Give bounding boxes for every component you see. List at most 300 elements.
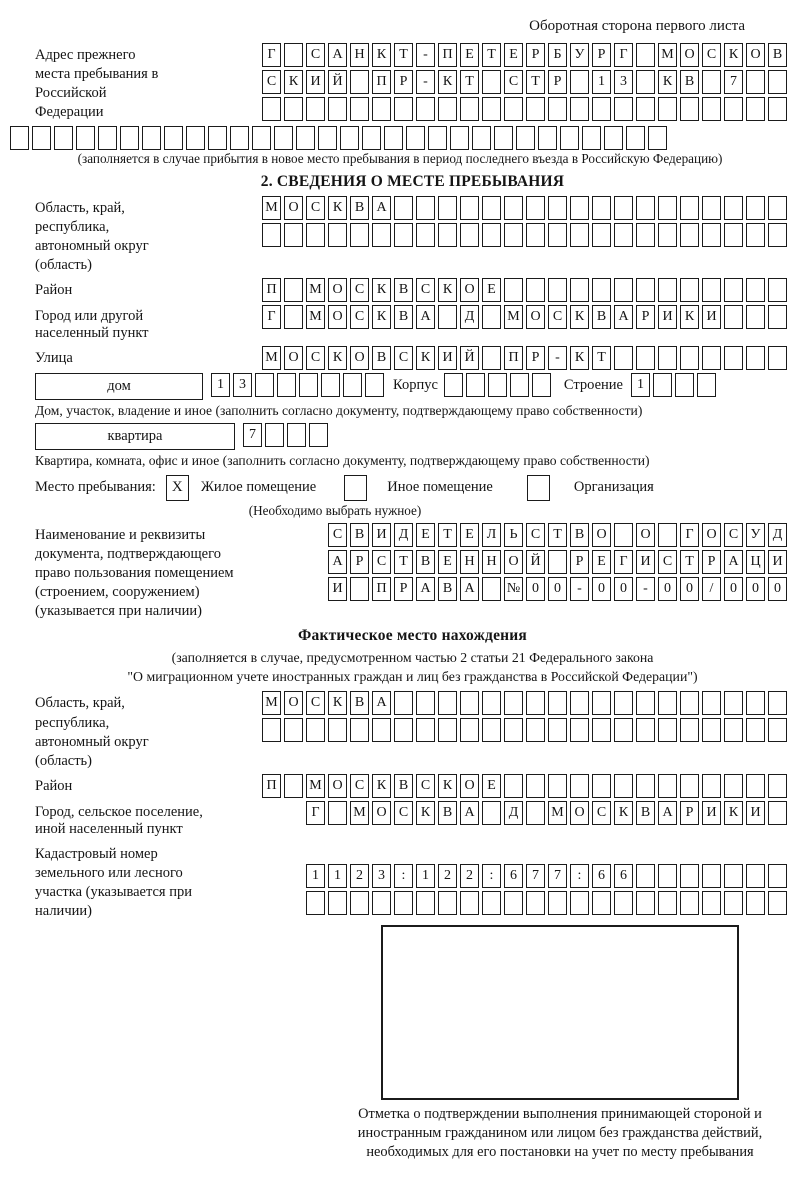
char-box[interactable] [592,223,611,247]
char-box[interactable]: В [394,305,413,329]
char-box[interactable]: М [504,305,523,329]
char-box[interactable] [284,43,303,67]
char-box[interactable]: К [658,70,677,94]
char-box[interactable] [416,718,435,742]
char-box[interactable]: С [394,346,413,370]
char-box[interactable]: К [328,691,347,715]
char-box[interactable] [306,97,325,121]
char-box[interactable]: Е [460,523,479,547]
char-box[interactable] [768,97,787,121]
char-box[interactable]: О [680,43,699,67]
char-box[interactable] [460,97,479,121]
char-box[interactable] [450,126,469,150]
char-box[interactable]: Г [262,43,281,67]
char-box[interactable] [164,126,183,150]
char-box[interactable] [746,774,765,798]
char-box[interactable]: А [328,550,347,574]
char-box[interactable]: А [658,801,677,825]
char-box[interactable] [482,196,501,220]
char-box[interactable]: О [460,278,479,302]
char-box[interactable] [372,223,391,247]
char-box[interactable] [570,891,589,915]
char-box[interactable]: 1 [631,373,650,397]
char-box[interactable] [306,891,325,915]
char-box[interactable]: - [548,346,567,370]
char-box[interactable] [277,373,296,397]
char-box[interactable] [350,718,369,742]
char-box[interactable]: О [460,774,479,798]
char-box[interactable] [350,891,369,915]
char-box[interactable]: А [614,305,633,329]
char-box[interactable]: К [438,278,457,302]
char-box[interactable]: Р [526,43,545,67]
char-box[interactable]: Л [482,523,501,547]
checkbox-other-premises[interactable] [344,475,367,501]
char-box[interactable] [438,891,457,915]
char-box[interactable]: Г [614,43,633,67]
char-box[interactable] [768,691,787,715]
char-box[interactable] [284,278,303,302]
char-box[interactable]: № [504,577,523,601]
char-box[interactable] [372,718,391,742]
char-box[interactable] [746,223,765,247]
char-box[interactable] [614,891,633,915]
char-box[interactable] [296,126,315,150]
char-box[interactable] [328,97,347,121]
char-box[interactable]: Т [460,70,479,94]
char-box[interactable]: - [416,70,435,94]
char-box[interactable] [328,801,347,825]
char-box[interactable]: Г [680,523,699,547]
char-box[interactable] [460,891,479,915]
char-box[interactable] [768,774,787,798]
char-box[interactable] [570,223,589,247]
char-box[interactable]: А [372,691,391,715]
char-box[interactable] [548,278,567,302]
char-box[interactable] [592,718,611,742]
char-box[interactable] [560,126,579,150]
char-box[interactable] [265,423,284,447]
char-box[interactable] [428,126,447,150]
char-box[interactable] [438,223,457,247]
char-box[interactable]: С [328,523,347,547]
char-box[interactable]: Р [394,70,413,94]
char-box[interactable] [510,373,529,397]
char-box[interactable] [230,126,249,150]
char-box[interactable] [768,346,787,370]
char-box[interactable] [252,126,271,150]
char-box[interactable]: 3 [614,70,633,94]
char-box[interactable]: О [284,196,303,220]
char-box[interactable] [504,223,523,247]
char-box[interactable]: В [372,346,391,370]
char-box[interactable]: С [504,70,523,94]
char-box[interactable] [548,223,567,247]
char-box[interactable] [299,373,318,397]
char-box[interactable] [724,97,743,121]
char-box[interactable]: С [416,774,435,798]
char-box[interactable] [394,223,413,247]
char-box[interactable] [460,196,479,220]
char-box[interactable]: Е [460,43,479,67]
char-box[interactable]: К [724,801,743,825]
char-box[interactable]: Е [438,550,457,574]
char-box[interactable]: 7 [526,864,545,888]
char-box[interactable] [614,223,633,247]
char-box[interactable]: О [570,801,589,825]
char-box[interactable]: А [416,305,435,329]
char-box[interactable]: В [768,43,787,67]
char-box[interactable] [372,97,391,121]
char-box[interactable]: Г [614,550,633,574]
char-box[interactable]: М [548,801,567,825]
char-box[interactable]: Й [460,346,479,370]
char-box[interactable]: Д [394,523,413,547]
char-box[interactable] [680,97,699,121]
char-box[interactable]: И [636,550,655,574]
char-box[interactable] [636,691,655,715]
char-box[interactable] [570,278,589,302]
char-box[interactable]: А [372,196,391,220]
char-box[interactable] [438,691,457,715]
char-box[interactable] [680,223,699,247]
char-box[interactable] [504,691,523,715]
char-box[interactable]: Б [548,43,567,67]
char-box[interactable] [702,97,721,121]
char-box[interactable] [287,423,306,447]
char-box[interactable] [636,196,655,220]
char-box[interactable]: К [284,70,303,94]
char-box[interactable] [724,223,743,247]
char-box[interactable] [658,891,677,915]
char-box[interactable]: С [306,196,325,220]
char-box[interactable] [746,691,765,715]
char-box[interactable]: К [372,774,391,798]
char-box[interactable]: П [504,346,523,370]
char-box[interactable] [768,718,787,742]
char-box[interactable] [724,718,743,742]
char-box[interactable] [494,126,513,150]
char-box[interactable] [658,718,677,742]
char-box[interactable]: С [702,43,721,67]
char-box[interactable] [416,97,435,121]
char-box[interactable]: Ц [746,550,765,574]
char-box[interactable] [438,718,457,742]
char-box[interactable]: 3 [233,373,252,397]
char-box[interactable]: С [306,346,325,370]
char-box[interactable] [306,223,325,247]
char-box[interactable] [658,278,677,302]
char-box[interactable]: Т [548,523,567,547]
char-box[interactable] [746,305,765,329]
char-box[interactable] [284,774,303,798]
char-box[interactable]: И [328,577,347,601]
char-box[interactable] [372,891,391,915]
char-box[interactable] [350,577,369,601]
char-box[interactable]: И [306,70,325,94]
char-box[interactable] [768,305,787,329]
char-box[interactable] [350,70,369,94]
char-box[interactable] [350,97,369,121]
char-box[interactable]: В [394,774,413,798]
char-box[interactable] [636,223,655,247]
char-box[interactable] [768,278,787,302]
char-box[interactable]: 1 [211,373,230,397]
char-box[interactable]: Д [460,305,479,329]
checkbox-organization[interactable] [527,475,550,501]
char-box[interactable]: Р [636,305,655,329]
char-box[interactable]: И [438,346,457,370]
char-box[interactable]: Е [482,774,501,798]
char-box[interactable]: Т [482,43,501,67]
char-box[interactable] [636,718,655,742]
char-box[interactable] [482,70,501,94]
char-box[interactable]: 0 [592,577,611,601]
char-box[interactable] [526,718,545,742]
char-box[interactable] [702,774,721,798]
char-box[interactable] [482,223,501,247]
char-box[interactable]: Р [394,577,413,601]
char-box[interactable] [592,891,611,915]
char-box[interactable]: П [438,43,457,67]
char-box[interactable]: Т [526,70,545,94]
house-name-box[interactable]: дом [35,373,203,400]
char-box[interactable] [466,373,485,397]
char-box[interactable] [504,891,523,915]
char-box[interactable]: О [636,523,655,547]
char-box[interactable]: Т [592,346,611,370]
char-box[interactable]: - [636,577,655,601]
char-box[interactable]: Г [306,801,325,825]
char-box[interactable] [482,718,501,742]
char-box[interactable] [570,97,589,121]
char-box[interactable]: С [724,523,743,547]
char-box[interactable] [702,223,721,247]
char-box[interactable] [702,70,721,94]
char-box[interactable]: М [306,305,325,329]
char-box[interactable]: Р [680,801,699,825]
char-box[interactable] [746,196,765,220]
char-box[interactable] [504,97,523,121]
char-box[interactable] [548,97,567,121]
char-box[interactable]: К [328,346,347,370]
char-box[interactable]: А [460,801,479,825]
char-box[interactable] [658,223,677,247]
char-box[interactable] [318,126,337,150]
char-box[interactable] [284,305,303,329]
char-box[interactable]: В [636,801,655,825]
char-box[interactable]: Д [504,801,523,825]
char-box[interactable] [680,691,699,715]
char-box[interactable]: 0 [526,577,545,601]
char-box[interactable]: Ь [504,523,523,547]
apartment-name-box[interactable]: квартира [35,423,235,450]
char-box[interactable]: С [548,305,567,329]
char-box[interactable] [680,718,699,742]
char-box[interactable] [614,523,633,547]
char-box[interactable] [284,223,303,247]
char-box[interactable]: 3 [372,864,391,888]
char-box[interactable]: О [702,523,721,547]
char-box[interactable]: Д [768,523,787,547]
char-box[interactable] [460,718,479,742]
char-box[interactable] [680,774,699,798]
char-box[interactable] [675,373,694,397]
char-box[interactable] [444,373,463,397]
char-box[interactable] [526,97,545,121]
char-box[interactable] [350,223,369,247]
char-box[interactable] [636,774,655,798]
char-box[interactable] [724,891,743,915]
char-box[interactable]: И [702,305,721,329]
char-box[interactable] [328,891,347,915]
registration-mark-box[interactable] [381,925,739,1100]
char-box[interactable] [636,70,655,94]
char-box[interactable]: 0 [746,577,765,601]
char-box[interactable]: 1 [306,864,325,888]
char-box[interactable] [548,718,567,742]
char-box[interactable] [768,801,787,825]
char-box[interactable] [482,305,501,329]
char-box[interactable]: М [262,346,281,370]
char-box[interactable]: В [592,305,611,329]
char-box[interactable] [504,718,523,742]
char-box[interactable]: 0 [724,577,743,601]
char-box[interactable] [406,126,425,150]
char-box[interactable] [604,126,623,150]
char-box[interactable]: В [394,278,413,302]
char-box[interactable] [724,346,743,370]
char-box[interactable] [680,278,699,302]
char-box[interactable]: С [416,278,435,302]
char-box[interactable] [416,196,435,220]
char-box[interactable] [626,126,645,150]
char-box[interactable] [724,774,743,798]
char-box[interactable]: И [702,801,721,825]
char-box[interactable] [746,70,765,94]
char-box[interactable]: О [592,523,611,547]
char-box[interactable]: О [328,774,347,798]
char-box[interactable] [394,97,413,121]
char-box[interactable]: 7 [548,864,567,888]
char-box[interactable]: Р [526,346,545,370]
char-box[interactable]: А [724,550,743,574]
char-box[interactable]: Т [438,523,457,547]
char-box[interactable]: - [570,577,589,601]
char-box[interactable]: Н [460,550,479,574]
char-box[interactable]: П [262,278,281,302]
char-box[interactable] [416,691,435,715]
char-box[interactable]: К [570,346,589,370]
char-box[interactable]: : [570,864,589,888]
char-box[interactable]: Т [394,550,413,574]
char-box[interactable] [526,801,545,825]
char-box[interactable] [438,97,457,121]
char-box[interactable] [614,196,633,220]
char-box[interactable] [702,278,721,302]
char-box[interactable] [340,126,359,150]
char-box[interactable]: С [262,70,281,94]
char-box[interactable]: У [570,43,589,67]
char-box[interactable] [746,718,765,742]
char-box[interactable] [702,196,721,220]
char-box[interactable]: К [372,43,391,67]
char-box[interactable]: 7 [724,70,743,94]
char-box[interactable]: П [262,774,281,798]
char-box[interactable] [504,196,523,220]
char-box[interactable] [416,223,435,247]
char-box[interactable]: О [284,691,303,715]
char-box[interactable] [120,126,139,150]
char-box[interactable]: Е [482,278,501,302]
char-box[interactable] [76,126,95,150]
char-box[interactable] [658,691,677,715]
char-box[interactable] [702,346,721,370]
char-box[interactable] [746,97,765,121]
char-box[interactable] [532,373,551,397]
char-box[interactable] [306,718,325,742]
char-box[interactable] [438,196,457,220]
char-box[interactable]: А [416,577,435,601]
char-box[interactable] [365,373,384,397]
char-box[interactable]: О [504,550,523,574]
char-box[interactable] [746,278,765,302]
char-box[interactable] [592,774,611,798]
char-box[interactable]: В [570,523,589,547]
char-box[interactable]: И [372,523,391,547]
char-box[interactable] [416,891,435,915]
char-box[interactable] [548,196,567,220]
char-box[interactable] [724,278,743,302]
char-box[interactable]: С [372,550,391,574]
char-box[interactable] [516,126,535,150]
char-box[interactable] [488,373,507,397]
char-box[interactable] [526,691,545,715]
char-box[interactable] [321,373,340,397]
char-box[interactable]: Р [570,550,589,574]
char-box[interactable] [746,346,765,370]
char-box[interactable]: 6 [592,864,611,888]
char-box[interactable]: С [350,774,369,798]
char-box[interactable] [570,70,589,94]
char-box[interactable] [746,864,765,888]
char-box[interactable] [724,864,743,888]
char-box[interactable]: Е [504,43,523,67]
char-box[interactable] [98,126,117,150]
char-box[interactable] [768,196,787,220]
char-box[interactable]: С [306,691,325,715]
char-box[interactable]: Е [416,523,435,547]
char-box[interactable] [636,43,655,67]
char-box[interactable] [724,691,743,715]
char-box[interactable]: М [658,43,677,67]
char-box[interactable]: К [372,305,391,329]
char-box[interactable]: О [526,305,545,329]
char-box[interactable]: С [592,801,611,825]
char-box[interactable] [262,97,281,121]
char-box[interactable]: 0 [680,577,699,601]
char-box[interactable]: П [372,70,391,94]
char-box[interactable] [548,891,567,915]
char-box[interactable] [614,346,633,370]
char-box[interactable] [328,718,347,742]
char-box[interactable] [482,801,501,825]
char-box[interactable] [548,774,567,798]
char-box[interactable] [309,423,328,447]
char-box[interactable]: М [262,691,281,715]
char-box[interactable]: С [306,43,325,67]
char-box[interactable]: В [350,196,369,220]
